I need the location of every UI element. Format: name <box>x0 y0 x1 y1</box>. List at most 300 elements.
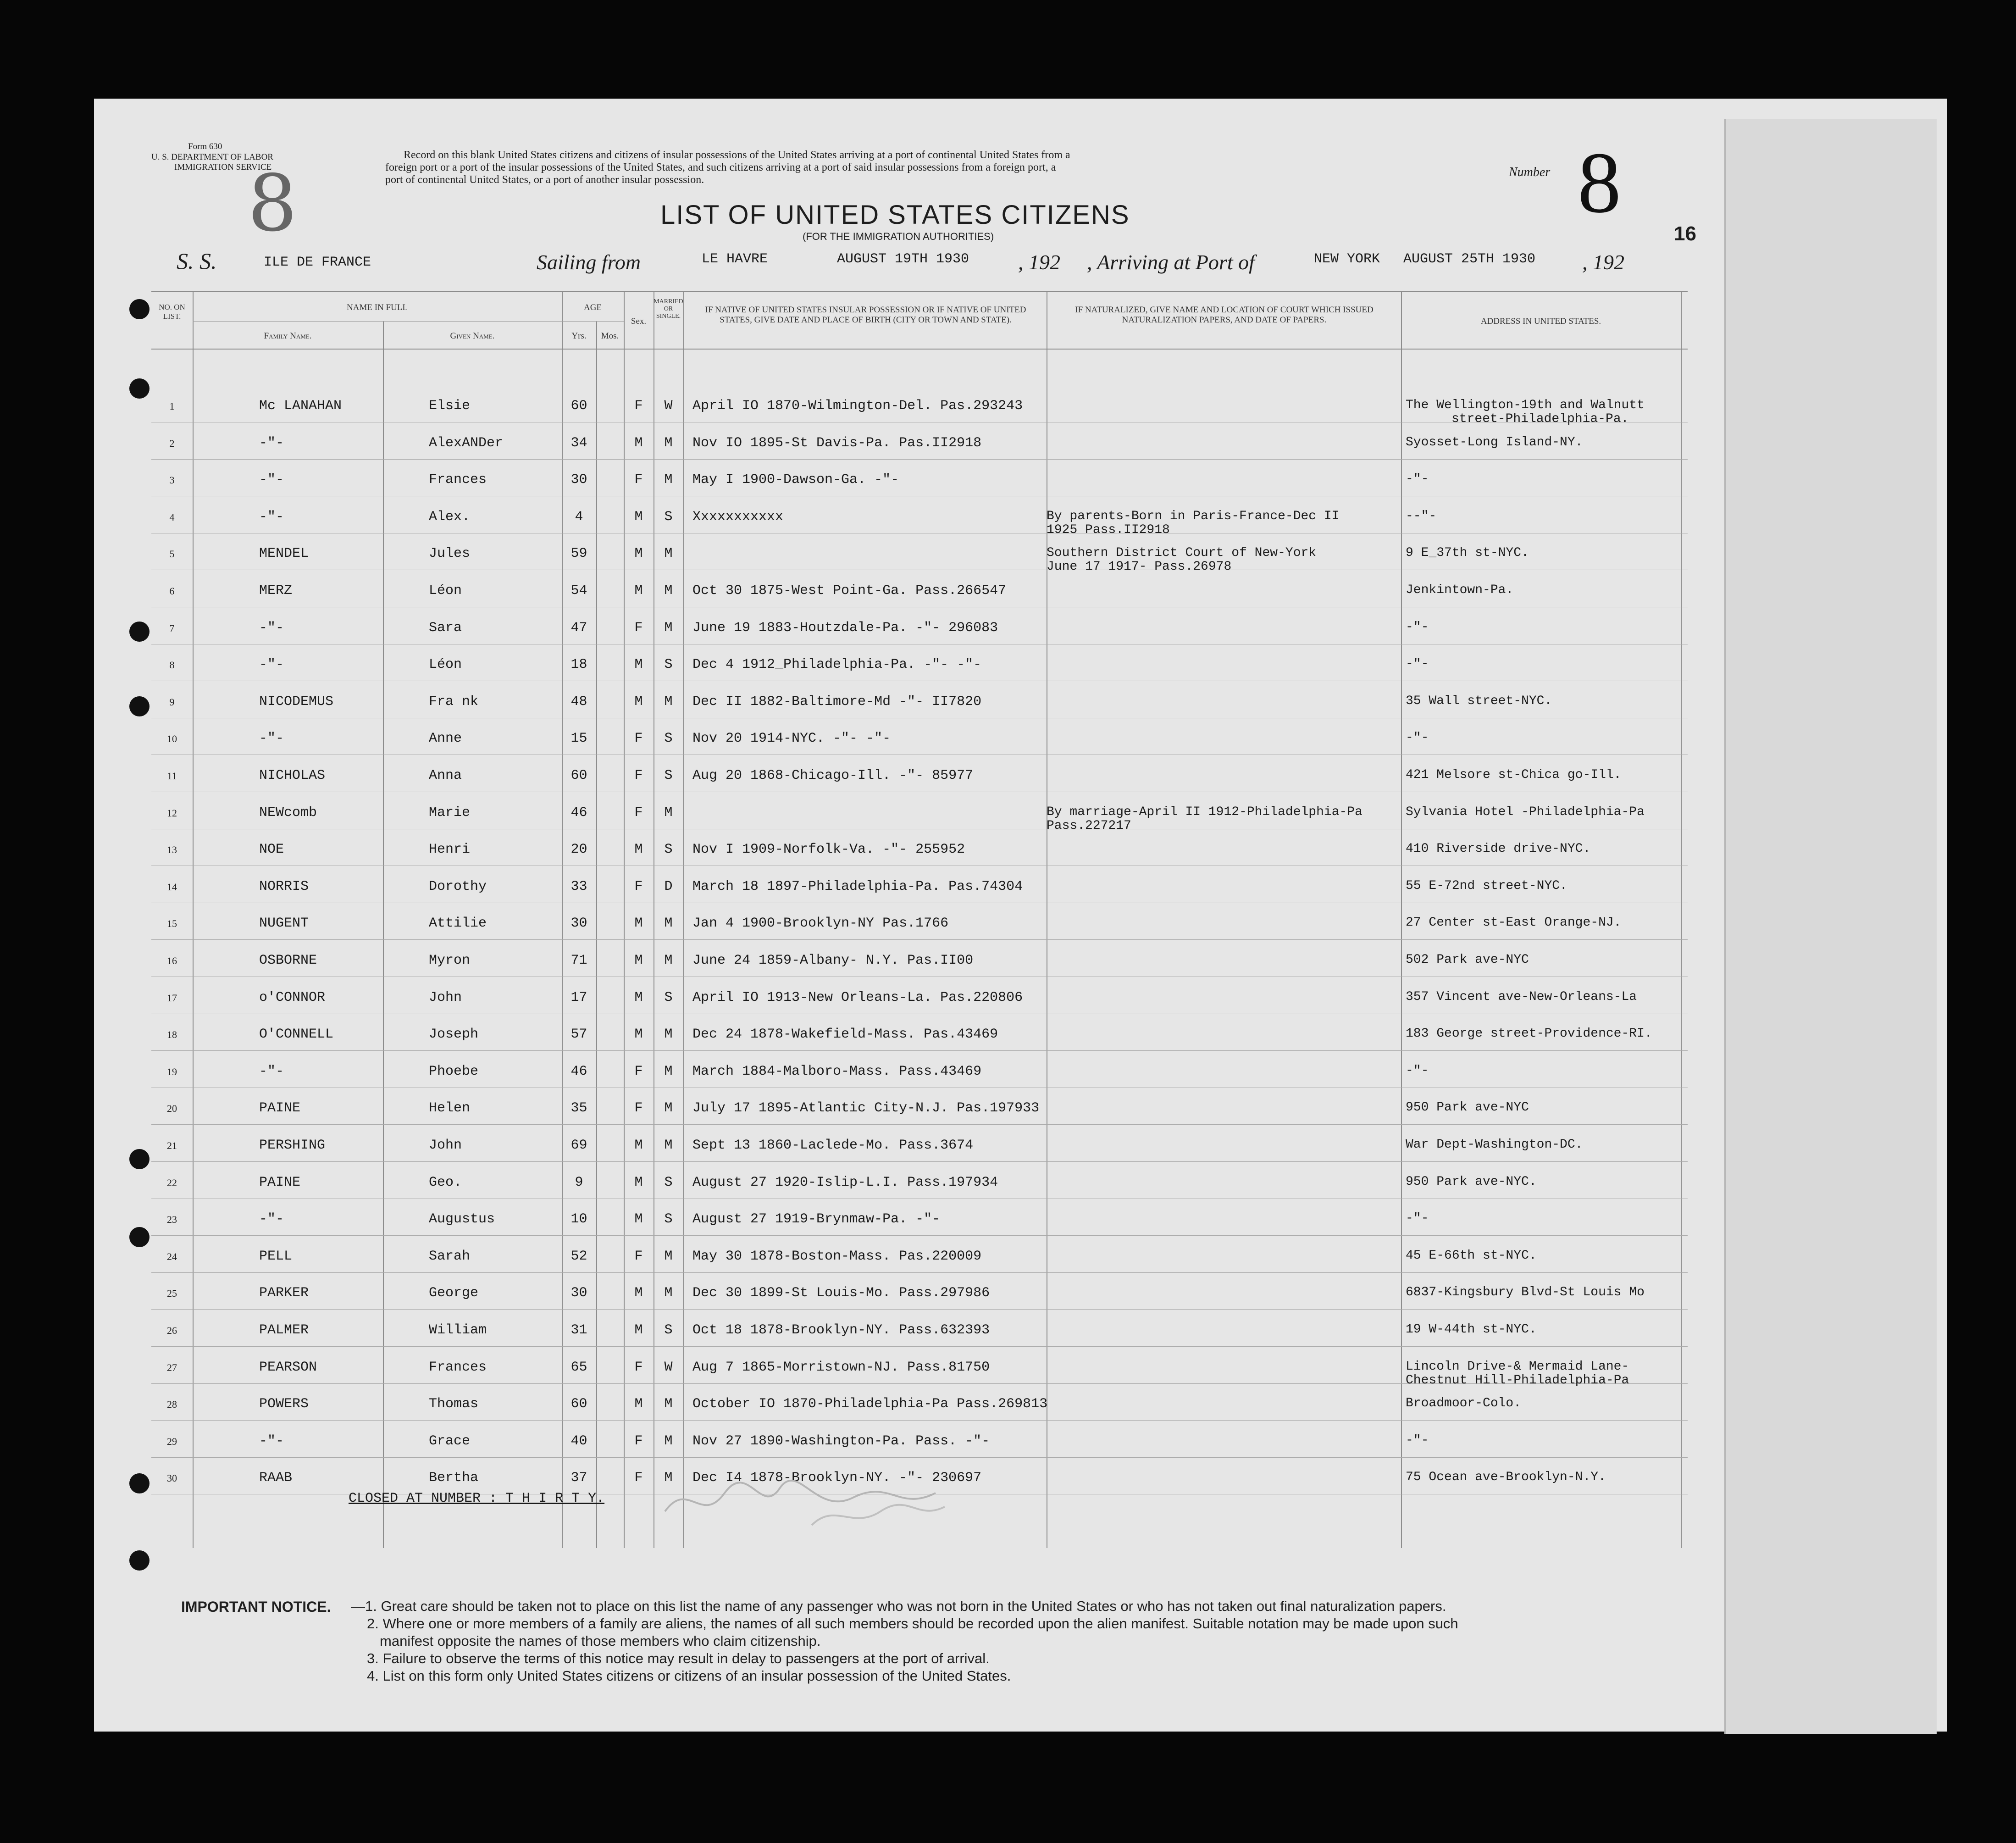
us-address: 19 W-44th st-NYC. <box>1406 1322 1537 1337</box>
notice-item-4: 4. List on this form only United States citizens or citizens of an insular possession of the United States. <box>367 1668 1011 1684</box>
sex: F <box>634 1433 643 1449</box>
row-number: 6 <box>169 585 175 597</box>
header-mos: Mos. <box>601 331 619 341</box>
col-divider-yrs <box>596 321 597 1548</box>
birth-info: Dec I4 1878-Brooklyn-NY. -"- 230697 <box>692 1470 982 1486</box>
birth-info: Aug 20 1868-Chicago-Ill. -"- 85977 <box>692 768 974 783</box>
marital-status: M <box>664 953 673 968</box>
form-number: Form 630 <box>188 142 222 151</box>
given-name: Henri <box>429 842 471 858</box>
port-from: LE HAVRE <box>702 251 768 267</box>
age-years: 48 <box>570 694 587 710</box>
birth-info: Nov IO 1895-St Davis-Pa. Pas.II2918 <box>692 435 982 451</box>
row-rule <box>151 459 1688 460</box>
us-address: 27 Center st-East Orange-NJ. <box>1406 916 1622 930</box>
given-name: Phoebe <box>429 1063 479 1079</box>
marital-status: W <box>664 1359 673 1375</box>
row-number: 16 <box>167 955 177 966</box>
given-name: Léon <box>429 657 462 673</box>
sex: M <box>634 546 643 562</box>
family-name: OSBORNE <box>259 953 317 968</box>
age-years: 31 <box>570 1322 587 1338</box>
given-name: George <box>429 1285 479 1301</box>
signature-faint <box>660 1475 981 1537</box>
sex: F <box>634 1100 643 1116</box>
sex: M <box>634 694 643 710</box>
age-years: 35 <box>570 1100 587 1116</box>
age-years: 47 <box>570 620 587 636</box>
given-name: Geo. <box>429 1174 462 1190</box>
family-name: NICODEMUS <box>259 694 334 710</box>
row-number: 5 <box>169 548 175 560</box>
binder-hole <box>129 1473 150 1493</box>
row-number: 8 <box>169 659 175 671</box>
row-number: 12 <box>167 807 177 819</box>
given-name: Dorothy <box>429 878 487 894</box>
birth-info: Dec 30 1899-St Louis-Mo. Pass.297986 <box>692 1285 990 1301</box>
given-name: Myron <box>429 953 471 968</box>
marital-status: S <box>664 731 673 747</box>
col-divider-no <box>193 291 194 1548</box>
sex: M <box>634 1027 643 1043</box>
family-name: O'CONNELL <box>259 1027 334 1043</box>
family-name: Mc LANAHAN <box>259 398 342 414</box>
row-number: 28 <box>167 1399 177 1410</box>
sheet-mark-handwritten: 8 <box>248 158 298 249</box>
family-name: PELL <box>259 1248 293 1264</box>
age-years: 10 <box>570 1211 587 1227</box>
marital-status: S <box>664 989 673 1005</box>
sex: F <box>634 805 643 821</box>
birth-info: Dec 24 1878-Wakefield-Mass. Pas.43469 <box>692 1027 998 1043</box>
marital-status: M <box>664 1100 673 1116</box>
naturalization-info: By parents-Born in Paris-France-Dec II <box>1047 509 1340 523</box>
given-name: William <box>429 1322 487 1338</box>
sex: M <box>634 509 643 525</box>
us-address: 9 E_37th st-NYC. <box>1406 546 1529 561</box>
given-name: John <box>429 1138 462 1153</box>
birth-info: March 18 1897-Philadelphia-Pa. Pas.74304 <box>692 878 1023 894</box>
given-name: Attilie <box>429 916 487 932</box>
given-name: Grace <box>429 1433 471 1449</box>
birth-info: Xxxxxxxxxxx <box>692 509 784 525</box>
us-address: Sylvania Hotel -Philadelphia-Pa <box>1406 805 1645 819</box>
birth-info: April IO 1913-New Orleans-La. Pas.220806 <box>692 989 1023 1005</box>
us-address: -"- <box>1406 1211 1429 1226</box>
family-name: RAAB <box>259 1470 293 1486</box>
birth-info: Oct 30 1875-West Point-Ga. Pass.266547 <box>692 583 1007 599</box>
header-no: NO. ON LIST. <box>159 303 185 321</box>
family-name: NORRIS <box>259 878 309 894</box>
row-rule <box>151 1124 1688 1125</box>
binder-hole <box>129 1149 150 1169</box>
marital-status: M <box>664 694 673 710</box>
family-name: -"- <box>259 1433 284 1449</box>
birth-info: May I 1900-Dawson-Ga. -"- <box>692 472 899 488</box>
birth-info: March 1884-Malboro-Mass. Pass.43469 <box>692 1063 982 1079</box>
ship-name: ILE DE FRANCE <box>264 255 371 270</box>
binder-hole <box>129 378 150 399</box>
sex: M <box>634 953 643 968</box>
us-address: --"- <box>1406 509 1437 523</box>
marital-status: M <box>664 1248 673 1264</box>
sex: M <box>634 1322 643 1338</box>
row-number: 30 <box>167 1472 177 1484</box>
row-rule <box>151 1346 1688 1347</box>
age-years: 46 <box>570 805 587 821</box>
marital-status: S <box>664 842 673 858</box>
closed-at-number: CLOSED AT NUMBER : T H I R T Y. <box>349 1491 605 1506</box>
us-address: Jenkintown-Pa. <box>1406 583 1514 597</box>
row-number: 18 <box>167 1029 177 1041</box>
sex: M <box>634 1174 643 1190</box>
row-number: 22 <box>167 1177 177 1188</box>
row-number: 11 <box>167 770 177 782</box>
header-birth: IF NATIVE OF UNITED STATES INSULAR POSSESSION OR IF NATIVE OF UNITED STATES, GIVE DATE AND PLACE OF BIRTH (CITY OR TOWN AND STATE). <box>705 305 1026 325</box>
given-name: Thomas <box>429 1396 479 1412</box>
family-name: -"- <box>259 509 284 525</box>
col-divider-ms <box>683 291 684 1548</box>
family-name: NICHOLAS <box>259 768 326 783</box>
age-years: 60 <box>570 1396 587 1412</box>
us-address: 35 Wall street-NYC. <box>1406 694 1552 708</box>
marital-status: S <box>664 1322 673 1338</box>
year-suffix-1: , 192 <box>1018 250 1060 274</box>
signature-scribble <box>660 1475 981 1530</box>
row-number: 17 <box>167 992 177 1004</box>
us-address: 950 Park ave-NYC. <box>1406 1174 1537 1189</box>
family-name: -"- <box>259 731 284 747</box>
birth-info: Aug 7 1865-Morristown-NJ. Pass.81750 <box>692 1359 990 1375</box>
sex: F <box>634 731 643 747</box>
given-name: Anne <box>429 731 462 747</box>
header-married-single: MARRIED OR SINGLE. <box>654 298 683 320</box>
us-address: Syosset-Long Island-NY. <box>1406 435 1583 450</box>
row-number: 26 <box>167 1325 177 1336</box>
page-subtitle: (FOR THE IMMIGRATION AUTHORITIES) <box>803 231 994 242</box>
table-header-rule <box>151 349 1688 350</box>
header-family-name: Family Name. <box>264 331 312 341</box>
marital-status: S <box>664 509 673 525</box>
row-rule <box>151 1420 1688 1421</box>
family-name: PARKER <box>259 1285 309 1301</box>
sex: F <box>634 1063 643 1079</box>
naturalization-info-line-2: Pass.227217 <box>1047 818 1131 833</box>
sailing-label: Sailing from <box>537 250 641 274</box>
marital-status: M <box>664 1063 673 1079</box>
family-name: -"- <box>259 657 284 673</box>
marital-status: M <box>664 546 673 562</box>
naturalization-info: By marriage-April II 1912-Philadelphia-Pa <box>1047 805 1362 819</box>
birth-info: August 27 1920-Islip-L.I. Pass.197934 <box>692 1174 998 1190</box>
sex: M <box>634 583 643 599</box>
marital-status: M <box>664 583 673 599</box>
row-rule <box>151 1161 1688 1162</box>
birth-info: June 19 1883-Houtzdale-Pa. -"- 296083 <box>692 620 998 636</box>
given-name: Léon <box>429 583 462 599</box>
given-name: AlexANDer <box>429 435 504 451</box>
marital-status: S <box>664 768 673 783</box>
row-number: 23 <box>167 1214 177 1226</box>
age-years: 57 <box>570 1027 587 1043</box>
binder-hole <box>129 1227 150 1247</box>
marital-status: M <box>664 916 673 932</box>
family-name: PAINE <box>259 1100 301 1116</box>
col-divider-nat <box>1401 291 1402 1548</box>
given-name: Marie <box>429 805 471 821</box>
family-name: PERSHING <box>259 1138 326 1153</box>
age-years: 69 <box>570 1138 587 1153</box>
row-number: 15 <box>167 918 177 930</box>
header-yrs: Yrs. <box>571 331 587 341</box>
birth-info: May 30 1878-Boston-Mass. Pas.220009 <box>692 1248 982 1264</box>
arriving-label: , Arriving at Port of <box>1087 250 1255 274</box>
birth-info: June 24 1859-Albany- N.Y. Pas.II00 <box>692 953 974 968</box>
given-name: Jules <box>429 546 471 562</box>
family-name: PAINE <box>259 1174 301 1190</box>
sex: M <box>634 1285 643 1301</box>
row-number: 7 <box>169 622 175 634</box>
given-name: Frances <box>429 472 487 488</box>
us-address: 55 E-72nd street-NYC. <box>1406 878 1567 893</box>
us-address: 45 E-66th st-NYC. <box>1406 1248 1537 1263</box>
birth-info: Dec II 1882-Baltimore-Md -"- II7820 <box>692 694 982 710</box>
table-top-rule <box>151 291 1688 292</box>
notice-item-2-cont: manifest opposite the names of those members who claim citizenship. <box>380 1633 821 1649</box>
us-address: Lincoln Drive-& Mermaid Lane- <box>1406 1359 1629 1374</box>
sex: F <box>634 472 643 488</box>
year-suffix-2: , 192 <box>1582 250 1624 274</box>
row-number: 14 <box>167 881 177 893</box>
birth-info: August 27 1919-Brynmaw-Pa. -"- <box>692 1211 941 1227</box>
service: IMMIGRATION SERVICE <box>174 162 272 172</box>
sex: M <box>634 916 643 932</box>
row-rule <box>151 939 1688 940</box>
sex: F <box>634 768 643 783</box>
age-years: 60 <box>570 398 587 414</box>
family-name: -"- <box>259 472 284 488</box>
binder-hole <box>129 696 150 716</box>
number-label: Number <box>1509 165 1551 179</box>
row-number: 21 <box>167 1140 177 1151</box>
marital-status: M <box>664 805 673 821</box>
age-years: 40 <box>570 1433 587 1449</box>
row-number: 9 <box>169 696 175 708</box>
us-address: 950 Park ave-NYC <box>1406 1100 1529 1115</box>
birth-info: Nov 20 1914-NYC. -"- -"- <box>692 731 891 747</box>
marital-status: S <box>664 1211 673 1227</box>
header-address: ADDRESS IN UNITED STATES. <box>1480 316 1601 326</box>
family-name: -"- <box>259 1211 284 1227</box>
page-title: LIST OF UNITED STATES CITIZENS <box>660 200 1130 230</box>
row-number: 1 <box>169 400 175 412</box>
instruction-line-3: port of continental United States, or a port of another insular possession. <box>385 174 704 186</box>
given-name: Sara <box>429 620 462 636</box>
date-from: AUGUST 19TH 1930 <box>837 251 969 267</box>
notice-item-1: —1. Great care should be taken not to place on this list the name of any passenger who was not born in the United States or who has not taken out final naturalization papers. <box>351 1598 1446 1614</box>
age-years: 30 <box>570 1285 587 1301</box>
us-address: War Dept-Washington-DC. <box>1406 1138 1583 1152</box>
binder-hole <box>129 1550 150 1571</box>
us-address: 357 Vincent ave-New-Orleans-La <box>1406 989 1637 1004</box>
age-years: 37 <box>570 1470 587 1486</box>
family-name: NUGENT <box>259 916 309 932</box>
age-years: 30 <box>570 472 587 488</box>
port-to: NEW YORK <box>1314 251 1380 267</box>
family-name: PALMER <box>259 1322 309 1338</box>
age-years: 17 <box>570 989 587 1005</box>
us-address: -"- <box>1406 657 1429 672</box>
given-name: John <box>429 989 462 1005</box>
us-address: -"- <box>1406 1063 1429 1078</box>
instruction-line-1: Record on this blank United States citizens and citizens of insular possessions of the United States arriving at a port of continental United States from a <box>404 149 1070 161</box>
family-name: POWERS <box>259 1396 309 1412</box>
given-name: Bertha <box>429 1470 479 1486</box>
sex: M <box>634 842 643 858</box>
given-name: Anna <box>429 768 462 783</box>
us-address: -"- <box>1406 731 1429 745</box>
date-to: AUGUST 25TH 1930 <box>1403 251 1536 267</box>
row-number: 24 <box>167 1250 177 1262</box>
birth-info: Oct 18 1878-Brooklyn-NY. Pass.632393 <box>692 1322 990 1338</box>
family-name: -"- <box>259 435 284 451</box>
department: U. S. DEPARTMENT OF LABOR <box>151 152 273 162</box>
sex: F <box>634 878 643 894</box>
us-address: 421 Melsore st-Chica go-Ill. <box>1406 768 1622 782</box>
sex: F <box>634 1470 643 1486</box>
header-naturalized: IF NATURALIZED, GIVE NAME AND LOCATION OF COURT WHICH ISSUED NATURALIZATION PAPERS, AND DATE OF PAPERS. <box>1075 305 1374 325</box>
family-name: o'CONNOR <box>259 989 326 1005</box>
header-sex: Sex. <box>631 316 647 326</box>
family-name: NOE <box>259 842 284 858</box>
manifest-page <box>94 99 1947 1732</box>
marital-status: M <box>664 472 673 488</box>
age-years: 15 <box>570 731 587 747</box>
sex: F <box>634 620 643 636</box>
age-years: 9 <box>575 1174 583 1190</box>
us-address-line-2: Chestnut Hill-Philadelphia-Pa <box>1406 1373 1629 1388</box>
row-rule <box>151 1309 1688 1310</box>
given-name: Helen <box>429 1100 471 1116</box>
marital-status: M <box>664 1470 673 1486</box>
row-number: 20 <box>167 1103 177 1115</box>
family-name: MENDEL <box>259 546 309 562</box>
family-name: MERZ <box>259 583 293 599</box>
notice-item-2: 2. Where one or more members of a family are aliens, the names of all such members should be recorded upon the alien manifest. Suitable notation may be made upon such <box>367 1615 1458 1632</box>
us-address: 502 Park ave-NYC <box>1406 953 1529 967</box>
sex: F <box>634 1359 643 1375</box>
given-name: Augustus <box>429 1211 495 1227</box>
sex: M <box>634 1138 643 1153</box>
us-address: -"- <box>1406 472 1429 487</box>
age-years: 65 <box>570 1359 587 1375</box>
birth-info: Nov 27 1890-Washington-Pa. Pass. -"- <box>692 1433 990 1449</box>
marital-status: M <box>664 1027 673 1043</box>
marital-status: M <box>664 1433 673 1449</box>
age-years: 52 <box>570 1248 587 1264</box>
sex: M <box>634 1396 643 1412</box>
birth-info: Nov I 1909-Norfolk-Va. -"- 255952 <box>692 842 965 858</box>
sex: M <box>634 657 643 673</box>
adjacent-page-edge <box>1724 119 1937 1734</box>
row-rule <box>151 1050 1688 1051</box>
us-address: 183 George street-Providence-RI. <box>1406 1027 1652 1041</box>
age-years: 71 <box>570 953 587 968</box>
given-name: Fra nk <box>429 694 479 710</box>
header-age: AGE <box>583 303 602 312</box>
us-address: -"- <box>1406 1433 1429 1448</box>
birth-info: October IO 1870-Philadelphia-Pa Pass.269813 <box>692 1396 1048 1412</box>
notice-item-3: 3. Failure to observe the terms of this notice may result in delay to passengers at the port of arrival. <box>367 1650 990 1666</box>
us-address: 75 Ocean ave-Brooklyn-N.Y. <box>1406 1470 1606 1485</box>
marital-status: M <box>664 1285 673 1301</box>
col-divider-family <box>383 321 384 1548</box>
family-name: -"- <box>259 620 284 636</box>
birth-info: Dec 4 1912_Philadelphia-Pa. -"- -"- <box>692 657 982 673</box>
given-name: Alex. <box>429 509 471 525</box>
given-name: Joseph <box>429 1027 479 1043</box>
sex: M <box>634 435 643 451</box>
col-divider-addr <box>1681 291 1682 1548</box>
ss-label: S. S. <box>177 248 217 274</box>
marital-status: S <box>664 1174 673 1190</box>
age-years: 20 <box>570 842 587 858</box>
header-given-name: Given Name. <box>450 331 495 341</box>
binder-hole <box>129 299 150 319</box>
notice-label: IMPORTANT NOTICE. <box>181 1599 331 1615</box>
us-address: The Wellington-19th and Walnutt <box>1406 398 1645 412</box>
family-name: NEWcomb <box>259 805 317 821</box>
row-rule <box>151 1457 1688 1458</box>
marital-status: M <box>664 1138 673 1153</box>
age-years: 33 <box>570 878 587 894</box>
naturalization-info: Southern District Court of New-York <box>1047 546 1317 561</box>
header-name-in-full: NAME IN FULL <box>347 303 408 312</box>
row-number: 4 <box>169 511 175 523</box>
sex: M <box>634 989 643 1005</box>
age-years: 30 <box>570 916 587 932</box>
row-number: 13 <box>167 844 177 856</box>
row-rule <box>151 1272 1688 1273</box>
sex: F <box>634 1248 643 1264</box>
us-address-line-2: street-Philadelphia-Pa. <box>1451 412 1629 426</box>
row-number: 19 <box>167 1066 177 1077</box>
row-number: 10 <box>167 733 177 745</box>
given-name: Sarah <box>429 1248 471 1264</box>
family-name: -"- <box>259 1063 284 1079</box>
family-name: PEARSON <box>259 1359 317 1375</box>
instruction-line-2: foreign port or a port of the insular possessions of the United States, and such citizens arriving at a port of said insular possessions from a foreign port, a <box>385 161 1056 173</box>
age-years: 4 <box>575 509 583 525</box>
marital-status: S <box>664 657 673 673</box>
page-number: 16 <box>1674 222 1696 245</box>
given-name: Elsie <box>429 398 471 414</box>
marital-status: D <box>664 878 673 894</box>
us-address: 410 Riverside drive-NYC. <box>1406 842 1591 856</box>
row-number: 27 <box>167 1361 177 1373</box>
binder-hole <box>129 622 150 642</box>
row-number: 29 <box>167 1435 177 1447</box>
marital-status: M <box>664 435 673 451</box>
birth-info: Jan 4 1900-Brooklyn-NY Pas.1766 <box>692 916 949 932</box>
age-years: 46 <box>570 1063 587 1079</box>
number-value: 8 <box>1578 135 1621 231</box>
row-number: 25 <box>167 1288 177 1299</box>
us-address: 6837-Kingsbury Blvd-St Louis Mo <box>1406 1285 1645 1300</box>
row-number: 2 <box>169 437 175 449</box>
naturalization-info-line-2: June 17 1917- Pass.26978 <box>1047 560 1232 574</box>
birth-info: April IO 1870-Wilmington-Del. Pas.293243 <box>692 398 1023 414</box>
